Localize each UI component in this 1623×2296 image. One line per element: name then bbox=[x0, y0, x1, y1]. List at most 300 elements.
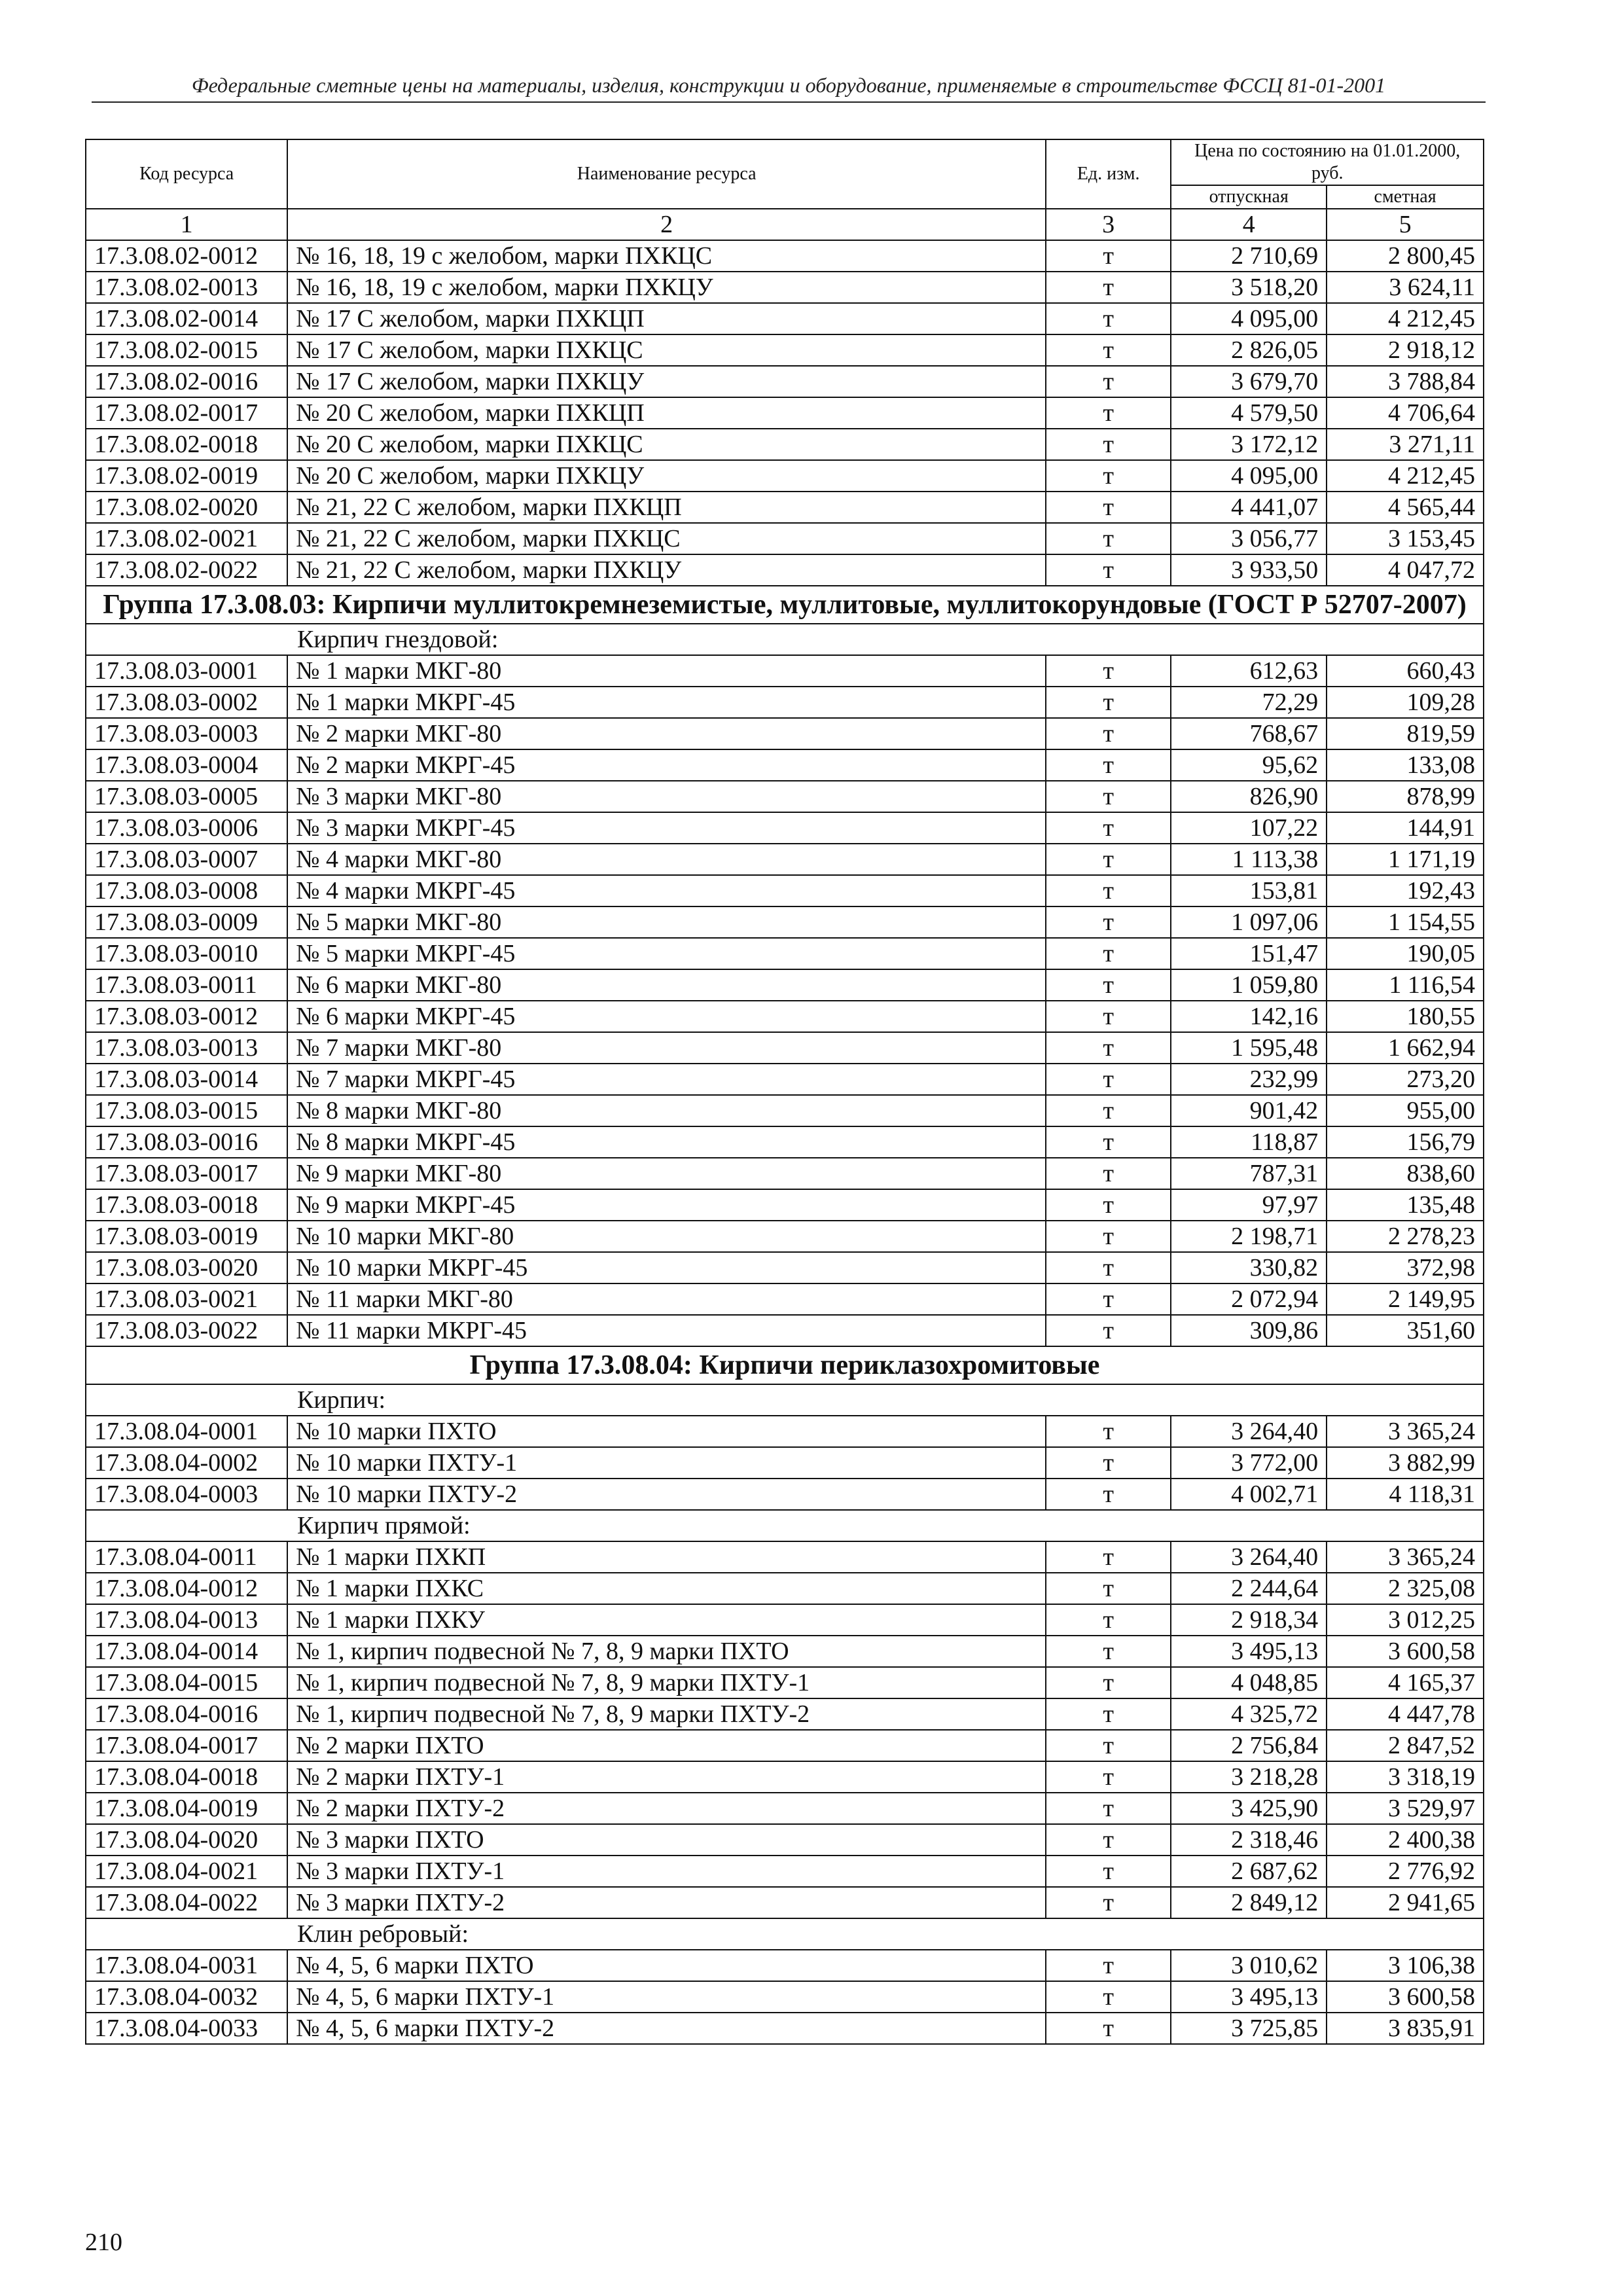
resource-unit: т bbox=[1046, 1730, 1171, 1761]
column-number: 1 bbox=[86, 209, 287, 240]
resource-code: 17.3.08.04-0015 bbox=[86, 1667, 287, 1698]
resource-unit: т bbox=[1046, 240, 1171, 272]
resource-code: 17.3.08.03-0005 bbox=[86, 781, 287, 812]
table-body bbox=[86, 240, 1484, 2044]
price-estimate: 3 882,99 bbox=[1327, 1447, 1484, 1479]
price-release: 1 113,38 bbox=[1171, 844, 1327, 875]
resource-code: 17.3.08.04-0021 bbox=[86, 1856, 287, 1887]
price-estimate: 878,99 bbox=[1327, 781, 1484, 812]
resource-code: 17.3.08.03-0020 bbox=[86, 1252, 287, 1283]
resource-code: 17.3.08.03-0019 bbox=[86, 1221, 287, 1252]
price-estimate: 3 271,11 bbox=[1327, 429, 1484, 460]
resource-unit: т bbox=[1046, 1221, 1171, 1252]
group-title: Группа 17.3.08.04: Кирпичи периклазохромитовые bbox=[86, 1346, 1484, 1384]
resource-name: № 3 марки ПХТУ-1 bbox=[287, 1856, 1046, 1887]
price-release: 4 002,71 bbox=[1171, 1479, 1327, 1510]
price-estimate: 192,43 bbox=[1327, 875, 1484, 906]
resource-code: 17.3.08.02-0014 bbox=[86, 303, 287, 334]
price-release: 2 198,71 bbox=[1171, 1221, 1327, 1252]
price-release: 2 318,46 bbox=[1171, 1824, 1327, 1856]
table-row bbox=[86, 1283, 1484, 1315]
resource-name: № 17 С желобом, марки ПХКЦП bbox=[287, 303, 1046, 334]
resource-name: № 8 марки МКГ-80 bbox=[287, 1095, 1046, 1126]
running-header: Федеральные сметные цены на материалы, изделия, конструкции и оборудование, применяемые в строительстве ФССЦ 81-01-2001 bbox=[92, 73, 1486, 103]
resource-code: 17.3.08.03-0021 bbox=[86, 1283, 287, 1315]
resource-code: 17.3.08.03-0008 bbox=[86, 875, 287, 906]
resource-name: № 3 марки ПХТО bbox=[287, 1824, 1046, 1856]
resource-name: № 4, 5, 6 марки ПХТУ-1 bbox=[287, 1981, 1046, 2013]
resource-name: № 17 С желобом, марки ПХКЦС bbox=[287, 334, 1046, 366]
resource-code: 17.3.08.04-0003 bbox=[86, 1479, 287, 1510]
resource-unit: т bbox=[1046, 655, 1171, 687]
resource-price-table bbox=[85, 139, 1484, 2045]
price-estimate: 4 212,45 bbox=[1327, 460, 1484, 492]
table-row bbox=[86, 1824, 1484, 1856]
price-release: 4 441,07 bbox=[1171, 492, 1327, 523]
resource-name: № 3 марки МКГ-80 bbox=[287, 781, 1046, 812]
price-release: 3 172,12 bbox=[1171, 429, 1327, 460]
resource-unit: т bbox=[1046, 749, 1171, 781]
resource-unit: т bbox=[1046, 1095, 1171, 1126]
subheading: Кирпич: bbox=[86, 1384, 1484, 1416]
resource-unit: т bbox=[1046, 1604, 1171, 1636]
price-estimate: 135,48 bbox=[1327, 1189, 1484, 1221]
table-row bbox=[86, 1416, 1484, 1447]
header-code: Код ресурса bbox=[86, 139, 287, 209]
resource-code: 17.3.08.03-0018 bbox=[86, 1189, 287, 1221]
table-row bbox=[86, 554, 1484, 586]
resource-code: 17.3.08.04-0001 bbox=[86, 1416, 287, 1447]
resource-name: № 8 марки МКРГ-45 bbox=[287, 1126, 1046, 1158]
resource-code: 17.3.08.02-0012 bbox=[86, 240, 287, 272]
price-estimate: 180,55 bbox=[1327, 1001, 1484, 1032]
resource-unit: т bbox=[1046, 1981, 1171, 2013]
resource-name: № 7 марки МКРГ-45 bbox=[287, 1064, 1046, 1095]
price-estimate: 819,59 bbox=[1327, 718, 1484, 749]
price-estimate: 4 118,31 bbox=[1327, 1479, 1484, 1510]
price-release: 2 072,94 bbox=[1171, 1283, 1327, 1315]
resource-code: 17.3.08.04-0002 bbox=[86, 1447, 287, 1479]
price-release: 1 059,80 bbox=[1171, 969, 1327, 1001]
header-unit: Ед. изм. bbox=[1046, 139, 1171, 209]
table-row bbox=[86, 334, 1484, 366]
resource-name: № 1 марки ПХКС bbox=[287, 1573, 1046, 1604]
price-estimate: 3 788,84 bbox=[1327, 366, 1484, 397]
price-estimate: 838,60 bbox=[1327, 1158, 1484, 1189]
table-row bbox=[86, 1887, 1484, 1918]
resource-name: № 6 марки МКГ-80 bbox=[287, 969, 1046, 1001]
price-estimate: 2 941,65 bbox=[1327, 1887, 1484, 1918]
price-release: 2 849,12 bbox=[1171, 1887, 1327, 1918]
group-heading-row bbox=[86, 1346, 1484, 1384]
resource-name: № 2 марки ПХТУ-1 bbox=[287, 1761, 1046, 1793]
price-release: 72,29 bbox=[1171, 687, 1327, 718]
resource-unit: т bbox=[1046, 1761, 1171, 1793]
resource-code: 17.3.08.03-0017 bbox=[86, 1158, 287, 1189]
price-estimate: 3 153,45 bbox=[1327, 523, 1484, 554]
resource-name: № 11 марки МКГ-80 bbox=[287, 1283, 1046, 1315]
group-heading-row bbox=[86, 586, 1484, 624]
resource-code: 17.3.08.03-0001 bbox=[86, 655, 287, 687]
resource-code: 17.3.08.03-0002 bbox=[86, 687, 287, 718]
resource-name: № 20 С желобом, марки ПХКЦУ bbox=[287, 460, 1046, 492]
resource-name: № 11 марки МКРГ-45 bbox=[287, 1315, 1046, 1346]
table-row bbox=[86, 272, 1484, 303]
resource-code: 17.3.08.03-0011 bbox=[86, 969, 287, 1001]
table-row bbox=[86, 1479, 1484, 1510]
resource-name: № 1 марки МКРГ-45 bbox=[287, 687, 1046, 718]
price-release: 2 826,05 bbox=[1171, 334, 1327, 366]
price-release: 142,16 bbox=[1171, 1001, 1327, 1032]
resource-unit: т bbox=[1046, 1667, 1171, 1698]
resource-name: № 1, кирпич подвесной № 7, 8, 9 марки ПХТО bbox=[287, 1636, 1046, 1667]
subheading: Кирпич прямой: bbox=[86, 1510, 1484, 1541]
resource-unit: т bbox=[1046, 1856, 1171, 1887]
resource-name: № 7 марки МКГ-80 bbox=[287, 1032, 1046, 1064]
resource-name: № 4, 5, 6 марки ПХТО bbox=[287, 1950, 1046, 1981]
table-row bbox=[86, 1447, 1484, 1479]
resource-name: № 5 марки МКРГ-45 bbox=[287, 938, 1046, 969]
table-row bbox=[86, 1950, 1484, 1981]
resource-code: 17.3.08.04-0019 bbox=[86, 1793, 287, 1824]
price-estimate: 3 529,97 bbox=[1327, 1793, 1484, 1824]
price-estimate: 2 847,52 bbox=[1327, 1730, 1484, 1761]
table-row bbox=[86, 1158, 1484, 1189]
table-row bbox=[86, 1730, 1484, 1761]
table-row bbox=[86, 1856, 1484, 1887]
table-row bbox=[86, 1573, 1484, 1604]
resource-code: 17.3.08.04-0014 bbox=[86, 1636, 287, 1667]
column-number: 2 bbox=[287, 209, 1046, 240]
resource-unit: т bbox=[1046, 303, 1171, 334]
resource-name: № 6 марки МКРГ-45 bbox=[287, 1001, 1046, 1032]
subheading: Кирпич гнездовой: bbox=[86, 624, 1484, 655]
price-estimate: 4 165,37 bbox=[1327, 1667, 1484, 1698]
table-row bbox=[86, 492, 1484, 523]
resource-code: 17.3.08.04-0013 bbox=[86, 1604, 287, 1636]
table-row bbox=[86, 1793, 1484, 1824]
resource-name: № 10 марки ПХТУ-2 bbox=[287, 1479, 1046, 1510]
resource-unit: т bbox=[1046, 2013, 1171, 2044]
resource-name: № 9 марки МКРГ-45 bbox=[287, 1189, 1046, 1221]
resource-name: № 5 марки МКГ-80 bbox=[287, 906, 1046, 938]
resource-unit: т bbox=[1046, 523, 1171, 554]
resource-unit: т bbox=[1046, 366, 1171, 397]
resource-unit: т bbox=[1046, 272, 1171, 303]
subheading-row bbox=[86, 1384, 1484, 1416]
resource-unit: т bbox=[1046, 1158, 1171, 1189]
price-estimate: 144,91 bbox=[1327, 812, 1484, 844]
resource-code: 17.3.08.03-0022 bbox=[86, 1315, 287, 1346]
table-row bbox=[86, 875, 1484, 906]
price-estimate: 3 365,24 bbox=[1327, 1541, 1484, 1573]
resource-unit: т bbox=[1046, 554, 1171, 586]
table-row bbox=[86, 1636, 1484, 1667]
column-number-row bbox=[86, 209, 1484, 240]
resource-code: 17.3.08.03-0013 bbox=[86, 1032, 287, 1064]
resource-name: № 2 марки ПХТУ-2 bbox=[287, 1793, 1046, 1824]
resource-unit: т bbox=[1046, 334, 1171, 366]
resource-name: № 20 С желобом, марки ПХКЦС bbox=[287, 429, 1046, 460]
table-row bbox=[86, 1032, 1484, 1064]
price-estimate: 660,43 bbox=[1327, 655, 1484, 687]
table-row bbox=[86, 844, 1484, 875]
subheading: Клин ребровый: bbox=[86, 1918, 1484, 1950]
resource-name: № 1 марки ПХКП bbox=[287, 1541, 1046, 1573]
resource-code: 17.3.08.03-0007 bbox=[86, 844, 287, 875]
price-release: 3 772,00 bbox=[1171, 1447, 1327, 1479]
resource-unit: т bbox=[1046, 1315, 1171, 1346]
resource-name: № 10 марки ПХТУ-1 bbox=[287, 1447, 1046, 1479]
price-estimate: 4 047,72 bbox=[1327, 554, 1484, 586]
subheading-row bbox=[86, 1510, 1484, 1541]
price-estimate: 190,05 bbox=[1327, 938, 1484, 969]
table-row bbox=[86, 1126, 1484, 1158]
resource-name: № 2 марки ПХТО bbox=[287, 1730, 1046, 1761]
column-number: 5 bbox=[1327, 209, 1484, 240]
table-row bbox=[86, 240, 1484, 272]
resource-name: № 21, 22 С желобом, марки ПХКЦС bbox=[287, 523, 1046, 554]
resource-name: № 4 марки МКГ-80 bbox=[287, 844, 1046, 875]
price-estimate: 3 600,58 bbox=[1327, 1981, 1484, 2013]
price-release: 232,99 bbox=[1171, 1064, 1327, 1095]
price-release: 787,31 bbox=[1171, 1158, 1327, 1189]
price-release: 309,86 bbox=[1171, 1315, 1327, 1346]
resource-unit: т bbox=[1046, 1824, 1171, 1856]
resource-name: № 21, 22 С желобом, марки ПХКЦП bbox=[287, 492, 1046, 523]
resource-code: 17.3.08.02-0013 bbox=[86, 272, 287, 303]
price-estimate: 4 447,78 bbox=[1327, 1698, 1484, 1730]
price-release: 1 097,06 bbox=[1171, 906, 1327, 938]
resource-unit: т bbox=[1046, 1887, 1171, 1918]
subheading-row bbox=[86, 1918, 1484, 1950]
table-row bbox=[86, 969, 1484, 1001]
price-release: 768,67 bbox=[1171, 718, 1327, 749]
price-release: 151,47 bbox=[1171, 938, 1327, 969]
price-release: 1 595,48 bbox=[1171, 1032, 1327, 1064]
price-release: 2 756,84 bbox=[1171, 1730, 1327, 1761]
price-estimate: 955,00 bbox=[1327, 1095, 1484, 1126]
price-estimate: 3 318,19 bbox=[1327, 1761, 1484, 1793]
price-release: 3 264,40 bbox=[1171, 1541, 1327, 1573]
resource-unit: т bbox=[1046, 1573, 1171, 1604]
price-estimate: 4 212,45 bbox=[1327, 303, 1484, 334]
resource-name: № 9 марки МКГ-80 bbox=[287, 1158, 1046, 1189]
resource-unit: т bbox=[1046, 1189, 1171, 1221]
resource-unit: т bbox=[1046, 1950, 1171, 1981]
resource-unit: т bbox=[1046, 492, 1171, 523]
price-estimate: 2 400,38 bbox=[1327, 1824, 1484, 1856]
price-estimate: 372,98 bbox=[1327, 1252, 1484, 1283]
resource-name: № 10 марки ПХТО bbox=[287, 1416, 1046, 1447]
resource-code: 17.3.08.03-0012 bbox=[86, 1001, 287, 1032]
resource-code: 17.3.08.04-0012 bbox=[86, 1573, 287, 1604]
table-row bbox=[86, 1001, 1484, 1032]
price-release: 3 264,40 bbox=[1171, 1416, 1327, 1447]
resource-code: 17.3.08.02-0018 bbox=[86, 429, 287, 460]
price-estimate: 273,20 bbox=[1327, 1064, 1484, 1095]
table-row bbox=[86, 2013, 1484, 2044]
resource-code: 17.3.08.03-0009 bbox=[86, 906, 287, 938]
price-estimate: 133,08 bbox=[1327, 749, 1484, 781]
price-release: 107,22 bbox=[1171, 812, 1327, 844]
resource-unit: т bbox=[1046, 397, 1171, 429]
resource-name: № 4, 5, 6 марки ПХТУ-2 bbox=[287, 2013, 1046, 2044]
resource-name: № 20 С желобом, марки ПХКЦП bbox=[287, 397, 1046, 429]
resource-name: № 1, кирпич подвесной № 7, 8, 9 марки ПХТУ-1 bbox=[287, 1667, 1046, 1698]
resource-unit: т bbox=[1046, 1252, 1171, 1283]
resource-code: 17.3.08.04-0031 bbox=[86, 1950, 287, 1981]
resource-code: 17.3.08.04-0016 bbox=[86, 1698, 287, 1730]
resource-unit: т bbox=[1046, 906, 1171, 938]
column-number: 4 bbox=[1171, 209, 1327, 240]
price-estimate: 3 624,11 bbox=[1327, 272, 1484, 303]
table-row bbox=[86, 366, 1484, 397]
resource-unit: т bbox=[1046, 844, 1171, 875]
resource-code: 17.3.08.04-0020 bbox=[86, 1824, 287, 1856]
price-release: 3 495,13 bbox=[1171, 1636, 1327, 1667]
resource-unit: т bbox=[1046, 938, 1171, 969]
table-row bbox=[86, 460, 1484, 492]
price-estimate: 4 706,64 bbox=[1327, 397, 1484, 429]
resource-code: 17.3.08.03-0016 bbox=[86, 1126, 287, 1158]
price-release: 3 933,50 bbox=[1171, 554, 1327, 586]
resource-code: 17.3.08.02-0016 bbox=[86, 366, 287, 397]
price-estimate: 3 835,91 bbox=[1327, 2013, 1484, 2044]
price-estimate: 1 116,54 bbox=[1327, 969, 1484, 1001]
table-row bbox=[86, 781, 1484, 812]
resource-unit: т bbox=[1046, 1032, 1171, 1064]
resource-code: 17.3.08.03-0015 bbox=[86, 1095, 287, 1126]
table-row bbox=[86, 1698, 1484, 1730]
price-release: 3 725,85 bbox=[1171, 2013, 1327, 2044]
price-estimate: 3 365,24 bbox=[1327, 1416, 1484, 1447]
table-row bbox=[86, 687, 1484, 718]
resource-name: № 10 марки МКРГ-45 bbox=[287, 1252, 1046, 1283]
price-release: 4 325,72 bbox=[1171, 1698, 1327, 1730]
price-estimate: 1 171,19 bbox=[1327, 844, 1484, 875]
resource-unit: т bbox=[1046, 1001, 1171, 1032]
resource-unit: т bbox=[1046, 1416, 1171, 1447]
resource-name: № 16, 18, 19 с желобом, марки ПХКЦС bbox=[287, 240, 1046, 272]
resource-unit: т bbox=[1046, 969, 1171, 1001]
price-release: 97,97 bbox=[1171, 1189, 1327, 1221]
resource-code: 17.3.08.02-0020 bbox=[86, 492, 287, 523]
resource-name: № 2 марки МКГ-80 bbox=[287, 718, 1046, 749]
resource-name: № 1, кирпич подвесной № 7, 8, 9 марки ПХТУ-2 bbox=[287, 1698, 1046, 1730]
table-row bbox=[86, 303, 1484, 334]
header-price-release: отпускная bbox=[1171, 185, 1327, 209]
price-release: 4 579,50 bbox=[1171, 397, 1327, 429]
price-release: 3 010,62 bbox=[1171, 1950, 1327, 1981]
resource-name: № 21, 22 С желобом, марки ПХКЦУ bbox=[287, 554, 1046, 586]
resource-unit: т bbox=[1046, 1447, 1171, 1479]
price-release: 2 918,34 bbox=[1171, 1604, 1327, 1636]
table-row bbox=[86, 1189, 1484, 1221]
price-release: 95,62 bbox=[1171, 749, 1327, 781]
resource-name: № 3 марки МКРГ-45 bbox=[287, 812, 1046, 844]
price-estimate: 2 149,95 bbox=[1327, 1283, 1484, 1315]
resource-code: 17.3.08.04-0018 bbox=[86, 1761, 287, 1793]
price-estimate: 3 600,58 bbox=[1327, 1636, 1484, 1667]
price-release: 3 425,90 bbox=[1171, 1793, 1327, 1824]
resource-unit: т bbox=[1046, 1126, 1171, 1158]
resource-unit: т bbox=[1046, 687, 1171, 718]
price-release: 3 218,28 bbox=[1171, 1761, 1327, 1793]
group-title: Группа 17.3.08.03: Кирпичи муллитокремнеземистые, муллитовые, муллитокорундовые (ГОСТ Р 52707-2007) bbox=[86, 586, 1484, 624]
column-number: 3 bbox=[1046, 209, 1171, 240]
table-row bbox=[86, 655, 1484, 687]
price-release: 4 095,00 bbox=[1171, 460, 1327, 492]
resource-code: 17.3.08.04-0033 bbox=[86, 2013, 287, 2044]
price-estimate: 3 012,25 bbox=[1327, 1604, 1484, 1636]
table-row bbox=[86, 1221, 1484, 1252]
resource-code: 17.3.08.03-0004 bbox=[86, 749, 287, 781]
subheading-row bbox=[86, 624, 1484, 655]
resource-code: 17.3.08.03-0010 bbox=[86, 938, 287, 969]
price-release: 330,82 bbox=[1171, 1252, 1327, 1283]
price-estimate: 4 565,44 bbox=[1327, 492, 1484, 523]
resource-name: № 1 марки ПХКУ bbox=[287, 1604, 1046, 1636]
resource-unit: т bbox=[1046, 812, 1171, 844]
table-row bbox=[86, 1981, 1484, 2013]
resource-name: № 10 марки МКГ-80 bbox=[287, 1221, 1046, 1252]
table-row bbox=[86, 812, 1484, 844]
table-row bbox=[86, 1095, 1484, 1126]
resource-unit: т bbox=[1046, 1479, 1171, 1510]
resource-code: 17.3.08.04-0017 bbox=[86, 1730, 287, 1761]
table-row bbox=[86, 749, 1484, 781]
resource-code: 17.3.08.04-0011 bbox=[86, 1541, 287, 1573]
page-number: 210 bbox=[85, 2229, 122, 2256]
resource-name: № 1 марки МКГ-80 bbox=[287, 655, 1046, 687]
table-row bbox=[86, 1064, 1484, 1095]
price-estimate: 1 662,94 bbox=[1327, 1032, 1484, 1064]
resource-unit: т bbox=[1046, 781, 1171, 812]
price-release: 3 495,13 bbox=[1171, 1981, 1327, 2013]
price-release: 2 710,69 bbox=[1171, 240, 1327, 272]
resource-name: № 4 марки МКРГ-45 bbox=[287, 875, 1046, 906]
resource-unit: т bbox=[1046, 875, 1171, 906]
resource-code: 17.3.08.02-0022 bbox=[86, 554, 287, 586]
price-release: 3 679,70 bbox=[1171, 366, 1327, 397]
resource-code: 17.3.08.02-0017 bbox=[86, 397, 287, 429]
table-row bbox=[86, 429, 1484, 460]
header-price: Цена по состоянию на 01.01.2000, руб. bbox=[1171, 139, 1484, 185]
resource-unit: т bbox=[1046, 1541, 1171, 1573]
resource-unit: т bbox=[1046, 718, 1171, 749]
resource-name: № 2 марки МКРГ-45 bbox=[287, 749, 1046, 781]
table-row bbox=[86, 397, 1484, 429]
table-row bbox=[86, 718, 1484, 749]
price-estimate: 2 800,45 bbox=[1327, 240, 1484, 272]
price-release: 2 687,62 bbox=[1171, 1856, 1327, 1887]
price-release: 118,87 bbox=[1171, 1126, 1327, 1158]
price-release: 153,81 bbox=[1171, 875, 1327, 906]
resource-code: 17.3.08.02-0021 bbox=[86, 523, 287, 554]
resource-code: 17.3.08.03-0006 bbox=[86, 812, 287, 844]
resource-unit: т bbox=[1046, 1283, 1171, 1315]
resource-code: 17.3.08.02-0019 bbox=[86, 460, 287, 492]
resource-unit: т bbox=[1046, 1793, 1171, 1824]
header-price-estimate: сметная bbox=[1327, 185, 1484, 209]
table-row bbox=[86, 906, 1484, 938]
price-estimate: 2 918,12 bbox=[1327, 334, 1484, 366]
table-row bbox=[86, 1541, 1484, 1573]
resource-unit: т bbox=[1046, 460, 1171, 492]
price-release: 3 056,77 bbox=[1171, 523, 1327, 554]
table-row bbox=[86, 1604, 1484, 1636]
